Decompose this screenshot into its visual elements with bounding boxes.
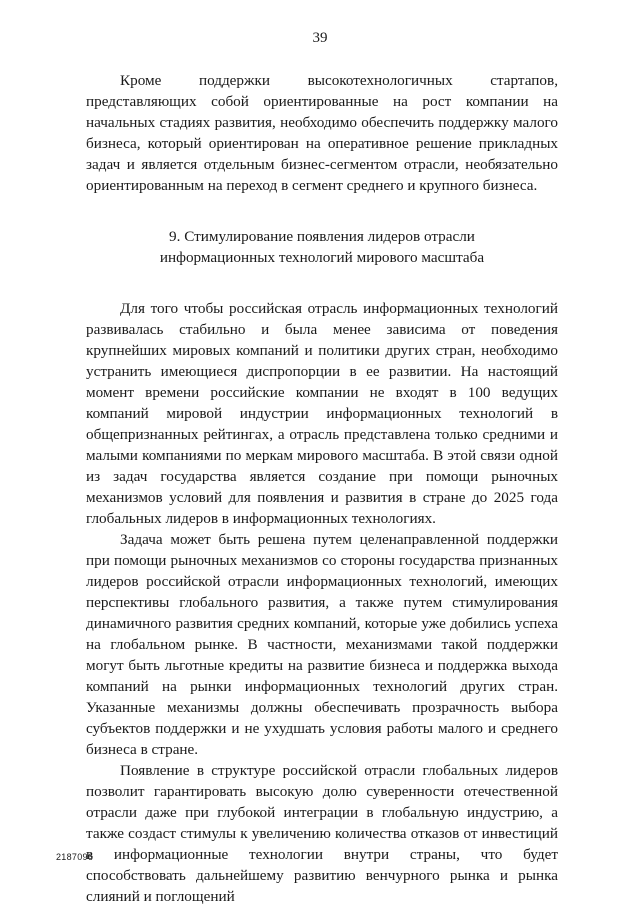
page-number: 39 <box>312 30 328 46</box>
document-code: 2187096 <box>56 852 94 862</box>
section-heading-line-1: 9. Стимулирование появления лидеров отрасли <box>169 228 475 245</box>
paragraph-startups: Кроме поддержки высокотехнологичных стартапов, представляющих собой ориентированные на рост компании на начальных стадиях развития, необходимо обеспечить поддержку малого бизнеса, который ориентирован на оперативное решение прикладных задач и является отдельным бизнес-сегментом отрасли, необязательно ориентированным на переход в сегмент среднего и крупного бизнеса. <box>86 72 558 194</box>
paragraph-support: Задача может быть решена путем целенаправленной поддержки при помощи рыночных механизмов со стороны государства признанных лидеров российской отрасли информационных технологий, имеющих перспективы глобального развития, а также путем стимулирования динамичного развития средних компаний, которые уже добились успеха на глобальном рынке. В частности, механизмами такой поддержки могут быть льготные кредиты на развитие бизнеса и поддержка выхода компаний на рынки информационных технологий других стран. Указанные механизмы должны обеспечивать прозрачность выбора субъектов поддержки и не ухудшать условия работы малого и среднего бизнеса в стране. <box>86 531 558 758</box>
paragraph-stability: Для того чтобы российская отрасль информационных технологий развивалась стабильно и была менее зависима от поведения крупнейших мировых компаний и политики других стран, необходимо устранить имеющиеся диспропорции в ее развитии. На настоящий момент времени российские компании не входят в 100 ведущих компаний мировой индустрии информационных технологий в общепризнанных рейтингах, а отрасль представлена только средними и малыми компаниями по меркам мирового масштаба. В этой связи одной из задач государства является создание при помощи рыночных механизмов условий для появления и развития в стране до 2025 года глобальных лидеров в информационных технологиях. <box>86 300 558 527</box>
paragraph-global-leaders: Появление в структуре российской отрасли глобальных лидеров позволит гарантировать высокую долю суверенности отечественной отрасли даже при глубокой интеграции в глобальную индустрию, а также создаст стимулы к увеличению количества отказов от инвестиций в информационные технологии внутри страны, что будет способствовать дальнейшему развитию венчурного рынка и рынка слияний и поглощений <box>86 762 558 905</box>
section-heading-line-2: информационных технологий мирового масштаба <box>159 249 485 266</box>
section-heading <box>86 226 558 268</box>
page-body <box>86 70 558 907</box>
